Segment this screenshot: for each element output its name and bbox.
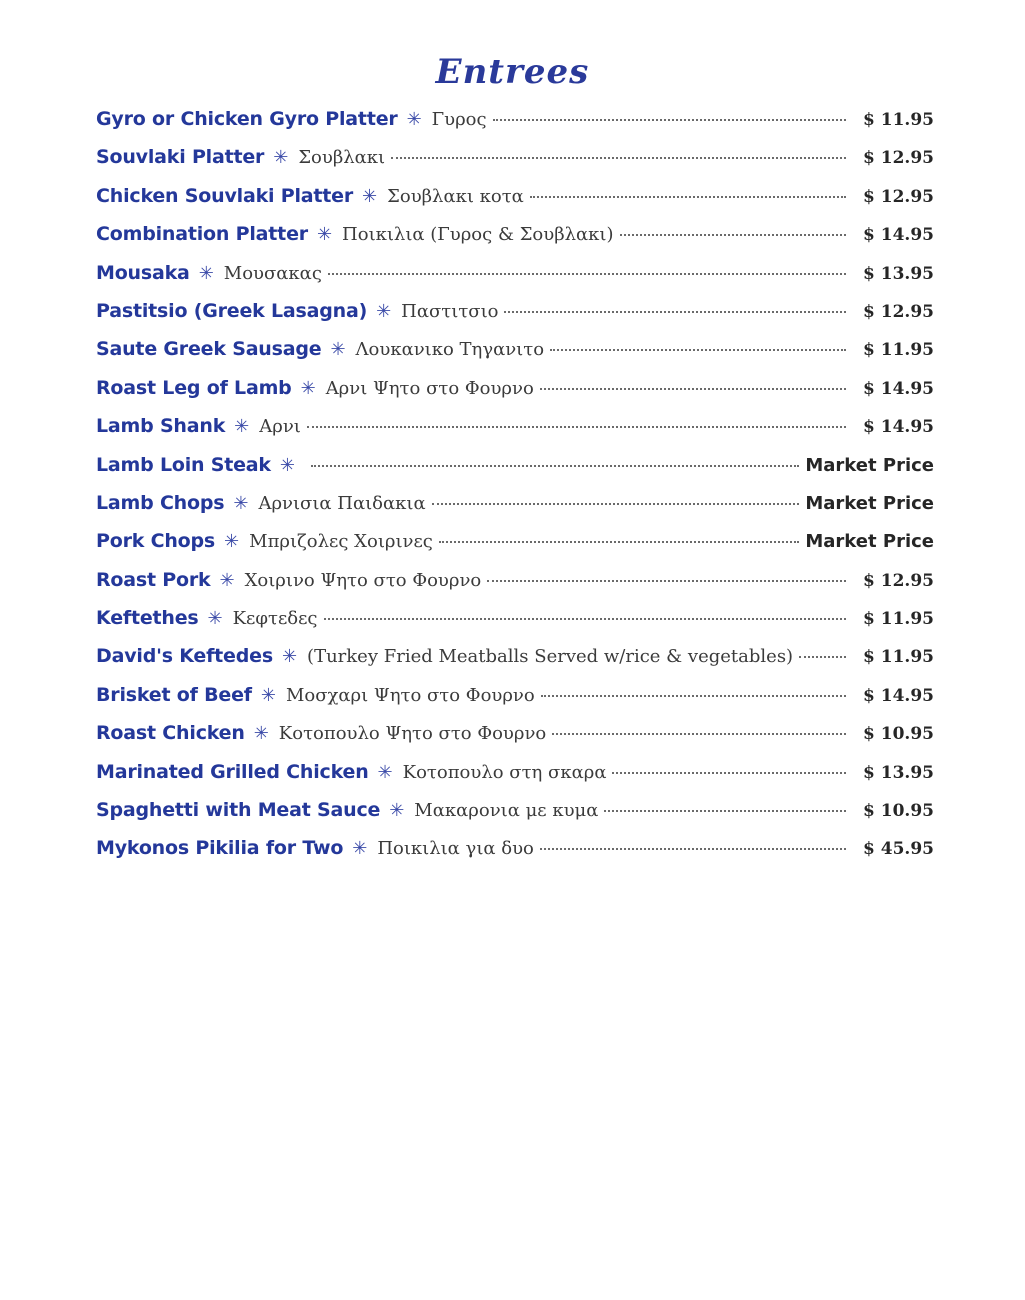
menu-item-name: Mousaka bbox=[96, 261, 190, 284]
menu-item-name: Roast Leg of Lamb bbox=[96, 376, 292, 399]
menu-item-price: $ 10.95 bbox=[863, 801, 934, 822]
menu-item bbox=[96, 415, 934, 453]
menu-section-title: Entrees bbox=[435, 52, 590, 92]
menu-item-price: Market Price bbox=[805, 454, 934, 476]
menu-item-name: Roast Pork bbox=[96, 568, 211, 591]
menu-item-price: $ 13.95 bbox=[863, 762, 934, 783]
menu-item-description: Ποικιλια (Γυρος & Σουβλακι) bbox=[342, 224, 614, 246]
menu-item-name: David's Keftedes bbox=[96, 645, 273, 668]
asterisk-icon: ✳ bbox=[253, 723, 269, 745]
menu-item-description: Κεφτεδες bbox=[232, 608, 318, 630]
menu-item bbox=[96, 454, 934, 492]
menu-item-name: Souvlaki Platter bbox=[96, 146, 265, 169]
dot-leader bbox=[504, 311, 846, 313]
menu-item-name: Mykonos Pikilia for Two bbox=[96, 837, 344, 860]
dot-leader bbox=[541, 695, 846, 697]
dot-leader bbox=[391, 157, 846, 159]
menu-item-description: Παστιτσιο bbox=[401, 300, 499, 322]
dot-leader bbox=[530, 196, 846, 198]
asterisk-icon: ✳ bbox=[273, 147, 289, 169]
asterisk-icon: ✳ bbox=[260, 684, 276, 706]
menu-item-price: $ 10.95 bbox=[863, 724, 934, 745]
menu-item-description: Κοτοπουλο Ψητο στο Φουρνο bbox=[278, 723, 547, 745]
menu-item-name: Pastitsio (Greek Lasagna) bbox=[96, 299, 368, 322]
menu-item-price: Market Price bbox=[805, 531, 934, 553]
dot-leader bbox=[324, 618, 846, 620]
menu-item bbox=[96, 300, 934, 338]
dot-leader bbox=[328, 273, 846, 275]
menu-item-price: $ 11.95 bbox=[863, 647, 934, 668]
menu-item-name: Brisket of Beef bbox=[96, 683, 252, 706]
menu-item bbox=[96, 684, 934, 722]
menu-item-description: Μακαρονια με κυμα bbox=[414, 800, 599, 822]
dot-leader bbox=[307, 426, 846, 428]
dot-leader bbox=[604, 810, 846, 812]
menu-item-description: (Turkey Fried Meatballs Served w/rice & vegetables) bbox=[307, 646, 794, 668]
menu-item bbox=[96, 607, 934, 645]
menu-item-name: Gyro or Chicken Gyro Platter bbox=[96, 108, 398, 130]
menu-item-description: Χοιρινο Ψητο στο Φουρνο bbox=[244, 569, 482, 591]
menu-item bbox=[96, 530, 934, 568]
menu-item-price: $ 14.95 bbox=[863, 378, 934, 399]
menu-item-price: $ 12.95 bbox=[863, 301, 934, 322]
menu-item bbox=[96, 492, 934, 530]
asterisk-icon: ✳ bbox=[330, 339, 346, 361]
menu-item-name: Saute Greek Sausage bbox=[96, 338, 322, 361]
menu-item bbox=[96, 338, 934, 376]
menu-item-price: Market Price bbox=[805, 492, 934, 514]
menu-item-price: $ 14.95 bbox=[863, 225, 934, 246]
menu-item-name: Keftethes bbox=[96, 607, 199, 630]
menu-item-description: Αρνι Ψητο στο Φουρνο bbox=[325, 377, 534, 399]
dot-leader bbox=[311, 465, 799, 467]
dot-leader bbox=[487, 580, 846, 582]
dot-leader bbox=[620, 234, 847, 236]
menu-item bbox=[96, 108, 934, 146]
menu-item bbox=[96, 837, 934, 875]
menu-item bbox=[96, 761, 934, 799]
asterisk-icon: ✳ bbox=[376, 300, 392, 322]
menu-item bbox=[96, 146, 934, 184]
menu-item-description: Σουβλακι bbox=[298, 147, 386, 169]
menu-item-name: Lamb Shank bbox=[96, 415, 226, 438]
menu-item-price: $ 12.95 bbox=[863, 148, 934, 169]
menu-item-description: Μπριζολες Χοιρινες bbox=[249, 531, 433, 553]
menu-item bbox=[96, 185, 934, 223]
asterisk-icon: ✳ bbox=[207, 608, 223, 630]
dot-leader bbox=[439, 541, 800, 543]
menu-item-name: Spaghetti with Meat Sauce bbox=[96, 799, 381, 822]
menu-item-price: $ 11.95 bbox=[863, 609, 934, 630]
menu-item-price: $ 11.95 bbox=[863, 110, 934, 130]
dot-leader bbox=[540, 388, 846, 390]
menu-item-description: Αρνι bbox=[259, 416, 301, 438]
menu-item bbox=[96, 645, 934, 683]
menu-item-description: Αρνισια Παιδακια bbox=[258, 492, 426, 514]
menu-item-description: Λουκανικο Τηγανιτο bbox=[355, 339, 545, 361]
menu-item-description: Ποικιλια για δυο bbox=[377, 838, 534, 860]
asterisk-icon: ✳ bbox=[234, 416, 250, 438]
asterisk-icon: ✳ bbox=[224, 531, 240, 553]
dot-leader bbox=[550, 349, 846, 351]
menu-item-price: $ 14.95 bbox=[863, 417, 934, 438]
menu-item-name: Lamb Loin Steak bbox=[96, 453, 271, 476]
menu-item-price: $ 45.95 bbox=[863, 839, 934, 860]
asterisk-icon: ✳ bbox=[279, 454, 295, 476]
asterisk-icon: ✳ bbox=[233, 492, 249, 514]
asterisk-icon: ✳ bbox=[352, 838, 368, 860]
dot-leader bbox=[432, 503, 800, 505]
dot-leader bbox=[799, 656, 846, 658]
asterisk-icon: ✳ bbox=[300, 377, 316, 399]
dot-leader bbox=[552, 733, 846, 735]
asterisk-icon: ✳ bbox=[389, 800, 405, 822]
menu-item-name: Chicken Souvlaki Platter bbox=[96, 184, 354, 207]
entrees-list bbox=[96, 108, 934, 876]
asterisk-icon: ✳ bbox=[316, 224, 333, 246]
asterisk-icon: ✳ bbox=[362, 185, 378, 207]
menu-item-price: $ 13.95 bbox=[863, 263, 934, 284]
asterisk-icon: ✳ bbox=[377, 761, 393, 783]
asterisk-icon: ✳ bbox=[219, 569, 235, 591]
menu-item-price: $ 11.95 bbox=[863, 340, 934, 361]
menu-item-price: $ 14.95 bbox=[863, 685, 934, 706]
menu-item bbox=[96, 569, 934, 607]
asterisk-icon: ✳ bbox=[281, 646, 298, 668]
menu-item-price: $ 12.95 bbox=[863, 186, 934, 207]
menu-item-name: Marinated Grilled Chicken bbox=[96, 760, 369, 783]
asterisk-icon: ✳ bbox=[406, 109, 422, 130]
dot-leader bbox=[493, 119, 846, 121]
menu-item-name: Pork Chops bbox=[96, 530, 216, 553]
menu-item-name: Combination Platter bbox=[96, 223, 308, 246]
menu-item bbox=[96, 799, 934, 837]
menu-item-description: Κοτοπουλο στη σκαρα bbox=[402, 761, 607, 783]
menu-item-price: $ 12.95 bbox=[863, 570, 934, 591]
menu-item-name: Lamb Chops bbox=[96, 491, 225, 514]
menu-item-description: Μοσχαρι Ψητο στο Φουρνο bbox=[285, 684, 535, 706]
menu-item-description: Γυρος bbox=[431, 109, 487, 130]
menu-item-description: Σουβλακι κοτα bbox=[387, 185, 524, 207]
dot-leader bbox=[540, 848, 846, 850]
menu-item-name: Roast Chicken bbox=[96, 722, 245, 745]
menu-item bbox=[96, 262, 934, 300]
dot-leader bbox=[612, 772, 846, 774]
asterisk-icon: ✳ bbox=[198, 262, 214, 284]
menu-item bbox=[96, 377, 934, 415]
menu-item-description: Μουσακας bbox=[223, 262, 322, 284]
menu-item bbox=[96, 722, 934, 760]
menu-item bbox=[96, 223, 934, 261]
